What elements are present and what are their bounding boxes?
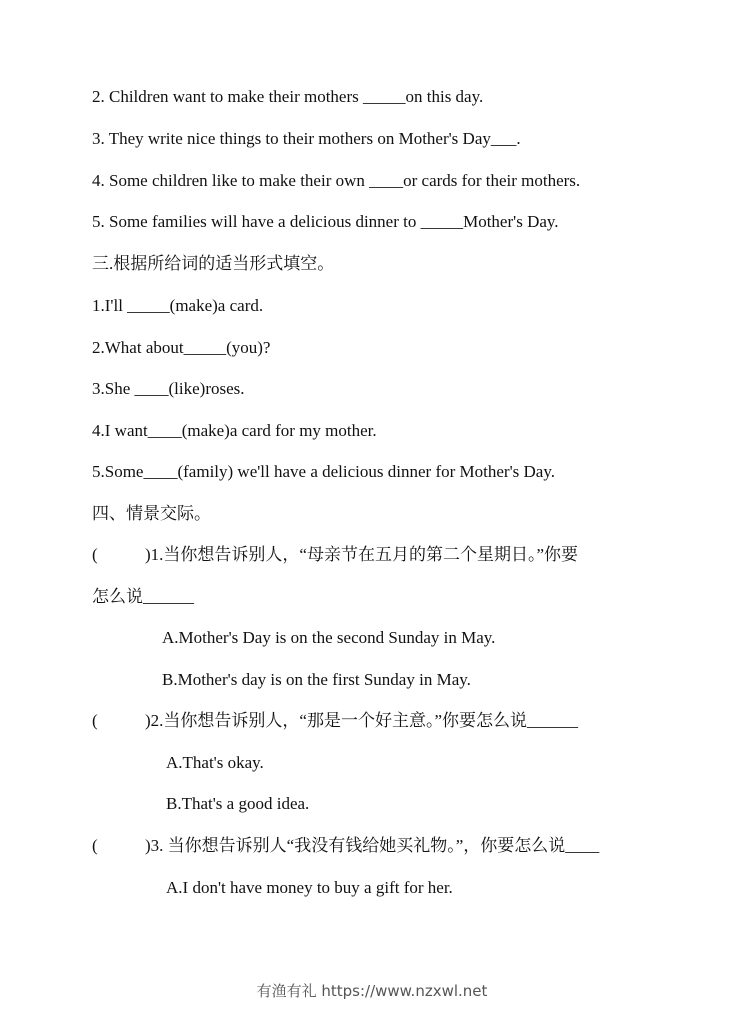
fill-blank-5: 5.Some____(family) we'll have a delicious dinner for Mother's Day. xyxy=(92,462,555,481)
question-3-option-a: A.I don't have money to buy a gift for her. xyxy=(166,878,453,897)
question-1-text: )1.当你想告诉别人，“母亲节在五月的第二个星期日。”你要 xyxy=(145,545,579,564)
question-1-continuation: 怎么说______ xyxy=(92,587,194,606)
question-1 xyxy=(92,544,578,566)
question-1-option-b: B.Mother's day is on the first Sunday in May. xyxy=(162,670,471,689)
answer-paren: ( xyxy=(92,711,98,730)
exercise-2-line: 2. Children want to make their mothers _____on this day. xyxy=(92,87,484,106)
question-2 xyxy=(92,710,578,732)
answer-paren: ( xyxy=(92,836,98,855)
fill-blank-3: 3.She ____(like)roses. xyxy=(92,379,245,398)
question-3 xyxy=(92,835,599,857)
fill-blank-2: 2.What about_____(you)? xyxy=(92,338,271,357)
answer-paren: ( xyxy=(92,545,98,564)
question-2-text: )2.当你想告诉别人，“那是一个好主意。”你要怎么说______ xyxy=(145,711,579,730)
fill-blank-4: 4.I want____(make)a card for my mother. xyxy=(92,421,377,440)
question-3-text: )3. 当你想告诉别人“我没有钱给她买礼物。”，你要怎么说____ xyxy=(145,836,600,855)
question-2-option-b: B.That's a good idea. xyxy=(166,794,310,813)
section-3-heading: 三.根据所给词的适当形式填空。 xyxy=(92,254,335,273)
exercise-3-line: 3. They write nice things to their mothers on Mother's Day___. xyxy=(92,129,521,148)
exercise-5-line: 5. Some families will have a delicious dinner to _____Mother's Day. xyxy=(92,212,559,231)
fill-blank-1: 1.I'll _____(make)a card. xyxy=(92,296,264,315)
question-2-option-a: A.That's okay. xyxy=(166,753,264,772)
footer-watermark: 有渔有礼 https://www.nzxwl.net xyxy=(256,982,488,1000)
exercise-4-line: 4. Some children like to make their own ____or cards for their mothers. xyxy=(92,171,581,190)
section-4-heading: 四、情景交际。 xyxy=(92,504,211,523)
question-1-option-a: A.Mother's Day is on the second Sunday in May. xyxy=(162,628,496,647)
